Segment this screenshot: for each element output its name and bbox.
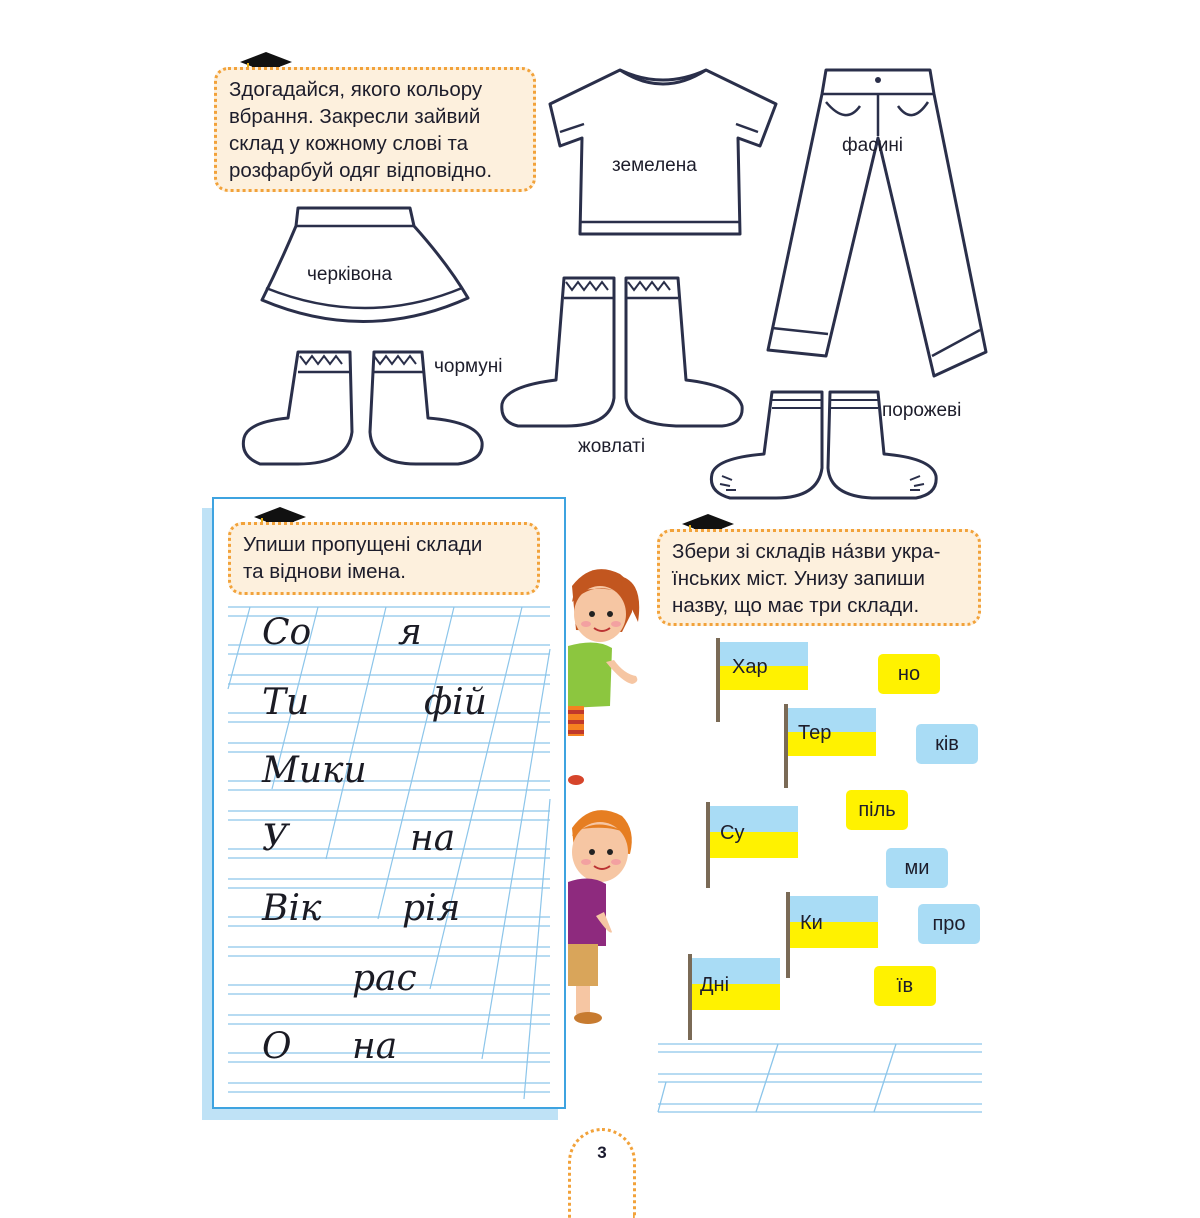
trousers-illustration[interactable] xyxy=(766,66,988,380)
ukrainian-flag-icon[interactable] xyxy=(784,892,880,978)
instruction-line: їнських міст. Унизу запиши xyxy=(672,567,925,590)
name-part-right: фій xyxy=(424,682,487,723)
syllable-card[interactable]: ми xyxy=(886,848,948,888)
ukrainian-flag-icon[interactable] xyxy=(686,954,782,1040)
tshirt-word: земелена xyxy=(612,155,697,176)
name-part-right: рія xyxy=(402,888,461,929)
girl-illustration xyxy=(566,566,646,786)
instruction-line: Здогадайся, якого кольору xyxy=(229,78,483,101)
ukrainian-flag-icon[interactable] xyxy=(782,704,878,788)
name-part-right: на xyxy=(410,818,456,859)
syllable-card[interactable]: їв xyxy=(874,966,936,1006)
task-instruction-clothes xyxy=(214,67,536,192)
name-part-left: Ти xyxy=(262,682,310,723)
syllable-card[interactable]: про xyxy=(918,904,980,944)
tshirt-illustration[interactable] xyxy=(548,62,778,240)
syllable-card[interactable]: піль xyxy=(846,790,908,830)
name-part-left: У xyxy=(262,818,289,859)
instruction-line: та віднови імена. xyxy=(243,560,406,583)
instruction-line: Упиши пропущені склади xyxy=(243,533,483,556)
flag-syllable: Тер xyxy=(798,722,832,744)
ukrainian-flag-icon[interactable] xyxy=(704,802,800,888)
tall-socks-word: жовлаті xyxy=(578,436,646,457)
trousers-word: фасині xyxy=(842,135,904,156)
instruction-line: Збери зі складів на́зви укра- xyxy=(672,540,941,563)
name-part-left: О xyxy=(262,1026,292,1067)
answer-writing-lines[interactable] xyxy=(658,1040,984,1114)
instruction-line: вбрання. Закресли зайвий xyxy=(229,105,481,128)
skirt-word: черківона xyxy=(307,264,393,285)
flag-syllable: Су xyxy=(720,822,745,844)
name-part-right: рас xyxy=(352,958,417,999)
name-part-left: Вік xyxy=(262,888,322,929)
name-part-right: я xyxy=(398,612,422,653)
flag-syllable: Ки xyxy=(800,912,823,934)
instruction-line: назву, що має три склади. xyxy=(672,594,920,617)
flag-syllable: Хар xyxy=(732,656,768,678)
flag-syllable: Дні xyxy=(700,974,730,996)
name-part-left: Мики xyxy=(262,750,367,791)
name-part-right: на xyxy=(352,1026,398,1067)
name-part-left: Со xyxy=(262,612,312,653)
instruction-line: розфарбуй одяг відповідно. xyxy=(229,159,493,182)
striped-socks-word: порожеві xyxy=(882,400,962,421)
small-socks-word: чормуні xyxy=(434,356,503,377)
task-instruction-names xyxy=(228,522,540,595)
task-instruction-cities xyxy=(657,529,981,626)
instruction-line: склад у кожному слові та xyxy=(229,132,469,155)
syllable-card[interactable]: но xyxy=(878,654,940,694)
boy-illustration xyxy=(566,806,638,1030)
page-number: 3 xyxy=(568,1128,636,1218)
syllable-card[interactable]: ків xyxy=(916,724,978,764)
